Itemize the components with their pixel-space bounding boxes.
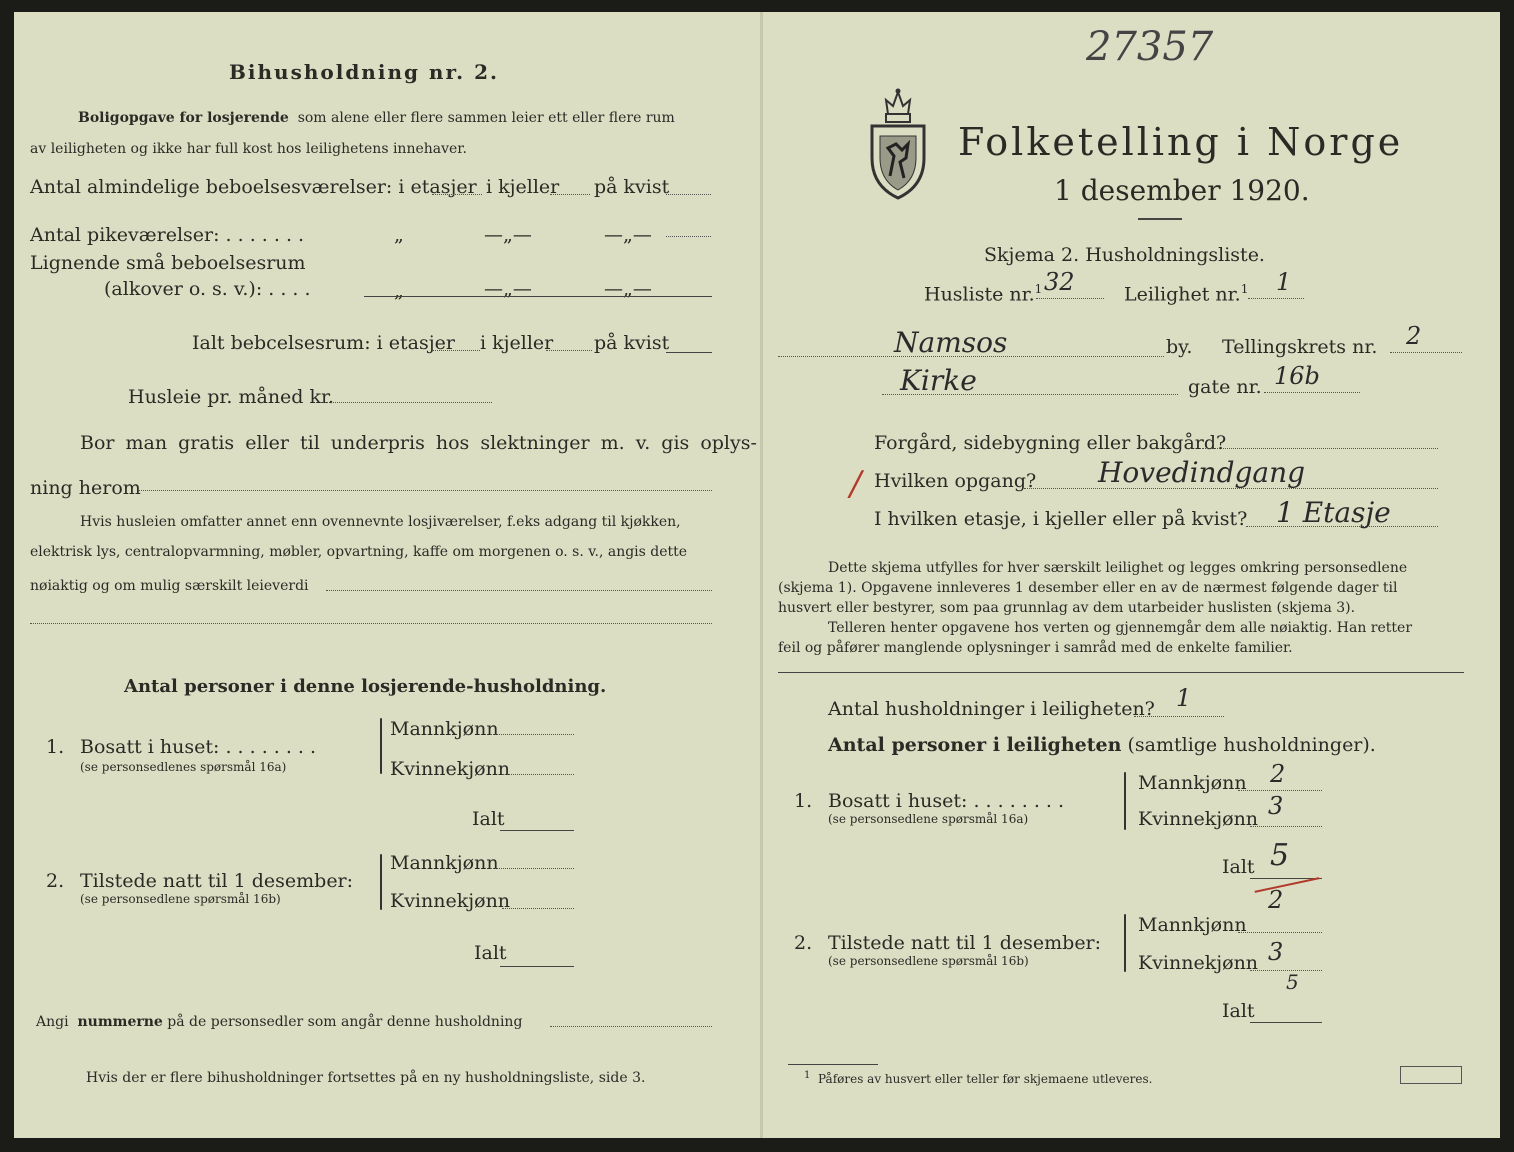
- ialt-kjeller-field[interactable]: [546, 350, 592, 351]
- lignende-ditto-2: —„—: [484, 278, 532, 300]
- right-q1-sub: (se personsedlene spørsmål 16a): [828, 812, 1029, 826]
- krets-label: Tellingskrets nr.: [1222, 336, 1378, 358]
- left-q2-num: 2.: [46, 870, 65, 892]
- forgard-field[interactable]: [1202, 448, 1438, 449]
- instr-line-4: Telleren henter opgavene hos verten og gjennemgår dem alle nøiaktig. Han retter: [828, 620, 1413, 636]
- right-q2-mann-label: Mannkjønn: [1138, 914, 1247, 936]
- husleie-label: Husleie pr. måned kr.: [128, 386, 335, 408]
- leilighet-value: 1: [1276, 268, 1292, 296]
- bor-line-1: Bor man gratis eller til underpris hos slektninger m. v. gis oplys-: [80, 432, 757, 454]
- left-q1-kvinne-field[interactable]: [502, 774, 574, 775]
- schema-label: Skjema 2. Husholdningsliste.: [984, 244, 1265, 266]
- ialt-etasjer-field[interactable]: [432, 350, 480, 351]
- instr-line-5: feil og påfører manglende oplysninger i samråd med de enkelte familier.: [778, 640, 1293, 656]
- left-footer: Hvis der er flere bihusholdninger fortsettes på en ny husholdningsliste, side 3.: [86, 1070, 646, 1086]
- husleie-field[interactable]: [320, 402, 492, 403]
- street-value: Kirke: [900, 364, 977, 397]
- left-q1-kvinne-label: Kvinnekjønn: [390, 758, 511, 780]
- right-q1-ialt-value: 5: [1270, 838, 1290, 873]
- ialt-kvist-field[interactable]: [666, 352, 712, 353]
- pike-field[interactable]: [666, 236, 711, 237]
- left-q2-kvinne-field[interactable]: [502, 908, 574, 909]
- husliste-label: Husliste nr.$^1$: [924, 282, 1043, 306]
- right-q2-mann-value: 2: [1268, 886, 1284, 914]
- left-q2-kvinne-label: Kvinnekjønn: [390, 890, 511, 912]
- right-q2-mann-field[interactable]: [1238, 932, 1322, 933]
- opgang-check-mark: /: [850, 464, 862, 504]
- right-q1-kvinne-value: 3: [1268, 792, 1284, 820]
- ialt-kvist-label: på kvist: [594, 332, 670, 354]
- left-q2-ialt-label: Ialt: [474, 942, 507, 964]
- instr-line-1: Dette skjema utfylles for hver særskilt leilighet og legges omkring personsedlene: [828, 560, 1408, 576]
- instr-line-3: husvert eller bestyrer, som paa grunnlag av dem utarbeider huslisten (skjema 3).: [778, 600, 1356, 616]
- main-title: Folketelling i Norge: [958, 120, 1404, 164]
- forgard-label: Forgård, sidebygning eller bakgård?: [874, 432, 1227, 454]
- right-q1-kvinne-label: Kvinnekjønn: [1138, 808, 1259, 830]
- bor-line-2: ning herom: [30, 477, 141, 499]
- hvis-line-2: elektrisk lys, centralopvarmning, møbler, opvartning, kaffe om morgenen o. s. v., angis dette: [30, 544, 688, 560]
- leieverdi-field-2[interactable]: [30, 623, 712, 624]
- right-q1-label: Bosatt i huset: . . . . . . . .: [828, 790, 1065, 812]
- city-value: Namsos: [894, 326, 1008, 359]
- ialt-rooms-label: Ialt bebcelsesrum: i etasjer: [192, 332, 455, 354]
- left-q2-brace: [380, 854, 382, 910]
- rooms-kvist-label: på kvist: [594, 176, 670, 198]
- right-q2-num: 2.: [794, 932, 813, 954]
- footnote: $^1$ Påføres av husvert eller teller før skjemaene utleveres.: [804, 1070, 1153, 1086]
- right-q2-ialt-field[interactable]: [1250, 1022, 1322, 1023]
- rooms-label: Antal almindelige beboelsesværelser: i etasjer: [30, 176, 477, 198]
- rooms-kvist-field[interactable]: [666, 194, 711, 195]
- right-q2-label: Tilstede natt til 1 desember:: [828, 932, 1102, 954]
- hvis-line-1: Hvis husleien omfatter annet enn ovennevnte losjiværelser, f.eks adgang til kjøkken,: [80, 514, 681, 530]
- pike-ditto-3: —„—: [604, 224, 652, 246]
- right-q2-kvinne-value: 3: [1268, 938, 1284, 966]
- pike-ditto-2: —„—: [484, 224, 532, 246]
- left-q1-label: Bosatt i huset: . . . . . . . .: [80, 736, 317, 758]
- rooms-kjeller-field[interactable]: [550, 194, 590, 195]
- left-q2-label: Tilstede natt til 1 desember:: [80, 870, 354, 892]
- right-persons-title: Antal personer i leiligheten (samtlige husholdninger).: [828, 734, 1376, 756]
- right-q1-mann-label: Mannkjønn: [1138, 772, 1247, 794]
- census-form-sheet: [14, 12, 1500, 1138]
- right-q1-brace: [1124, 772, 1126, 830]
- left-q2-mann-label: Mannkjønn: [390, 852, 499, 874]
- husliste-field[interactable]: [1036, 298, 1104, 299]
- right-q2-ialt-label: Ialt: [1222, 1000, 1255, 1022]
- right-q2-brace: [1124, 914, 1126, 972]
- hvis-line-3: nøiaktig og om mulig særskilt leieverdi: [30, 578, 309, 594]
- opgang-label: Hvilken opgang?: [874, 470, 1037, 492]
- title-rule: [1138, 218, 1182, 220]
- coat-of-arms-icon: [866, 86, 930, 202]
- gate-value: 16b: [1274, 362, 1320, 390]
- left-q2-ialt-field[interactable]: [500, 966, 574, 967]
- antal-hush-value: 1: [1176, 684, 1192, 712]
- left-title: Bihusholdning nr. 2.: [229, 60, 499, 84]
- by-label: by.: [1166, 336, 1193, 358]
- left-q1-mann-field[interactable]: [490, 734, 574, 735]
- left-q1-sub: (se personsedlenes spørsmål 16a): [80, 760, 287, 774]
- right-q1-ialt-label: Ialt: [1222, 856, 1255, 878]
- etasje-value: 1 Etasje: [1276, 496, 1391, 529]
- antal-hush-field[interactable]: [1134, 716, 1224, 717]
- leilighet-label: Leilighet nr.$^1$: [1124, 282, 1249, 306]
- lignende-ditto-3: —„—: [604, 278, 652, 300]
- gate-label: gate nr.: [1188, 376, 1262, 398]
- right-q1-mann-value: 2: [1270, 760, 1286, 788]
- left-q2-sub: (se personsedlene spørsmål 16b): [80, 892, 281, 906]
- right-q1-mann-field[interactable]: [1238, 790, 1322, 791]
- instr-rule: [778, 672, 1464, 673]
- krets-value: 2: [1406, 322, 1422, 350]
- instr-line-2: (skjema 1). Opgavene innleveres 1 desember eller en av de nærmest følgende dager til: [778, 580, 1398, 596]
- left-q1-mann-label: Mannkjønn: [390, 718, 499, 740]
- left-q1-brace: [380, 718, 382, 774]
- husliste-value: 32: [1044, 268, 1075, 296]
- etasje-label: I hvilken etasje, i kjeller eller på kvist?: [874, 508, 1248, 530]
- krets-field[interactable]: [1390, 352, 1462, 353]
- footnote-rule: [788, 1064, 878, 1065]
- bor-field[interactable]: [138, 490, 712, 491]
- pike-label: Antal pikeværelser: . . . . . . .: [30, 224, 305, 246]
- left-q1-ialt-label: Ialt: [472, 808, 505, 830]
- antal-hush-label: Antal husholdninger i leiligheten?: [828, 698, 1155, 720]
- red-strike-mark: [1255, 877, 1320, 893]
- opgang-value: Hovedindgang: [1098, 456, 1306, 489]
- left-q1-num: 1.: [46, 736, 65, 758]
- leieverdi-field[interactable]: [326, 590, 712, 591]
- page-fold: [760, 12, 763, 1138]
- lignende-ditto: „: [394, 280, 404, 302]
- right-q1-kvinne-field[interactable]: [1250, 826, 1322, 827]
- right-q2-sub: (se personsedlene spørsmål 16b): [828, 954, 1029, 968]
- right-q1-num: 1.: [794, 790, 813, 812]
- left-q2-mann-field[interactable]: [490, 868, 574, 869]
- ialt-kjeller-label: i kjeller: [480, 332, 554, 354]
- right-q2-kvinne-label: Kvinnekjønn: [1138, 952, 1259, 974]
- angi-line: Angi nummerne på de personsedler som angår denne husholdning: [36, 1014, 523, 1030]
- rooms-etasjer-field[interactable]: [432, 194, 482, 195]
- right-q2-ialt-value: 5: [1286, 970, 1299, 994]
- pike-ditto: „: [394, 224, 404, 246]
- lignende-label-2: (alkover o. s. v.): . . . .: [104, 278, 311, 300]
- rooms-kjeller-label: i kjeller: [486, 176, 560, 198]
- archive-stamp-number: 27357: [1086, 24, 1214, 70]
- left-q1-ialt-field[interactable]: [500, 830, 574, 831]
- left-persons-title: Antal personer i denne losjerende-husholdning.: [124, 676, 607, 697]
- census-date: 1 desember 1920.: [1054, 174, 1310, 207]
- leilighet-field[interactable]: [1248, 298, 1304, 299]
- intro-line-1: Boligopgave for losjerende som alene eller flere sammen leier ett eller flere rum: [78, 110, 675, 126]
- intro-line-2: av leiligheten og ikke har full kost hos leilighetens innehaver.: [30, 141, 467, 157]
- angi-field[interactable]: [550, 1026, 712, 1027]
- lignende-label-1: Lignende små beboelsesrum: [30, 252, 306, 274]
- gate-field[interactable]: [1264, 392, 1360, 393]
- lignende-underline: [364, 296, 712, 297]
- printer-stamp-box: [1400, 1066, 1462, 1084]
